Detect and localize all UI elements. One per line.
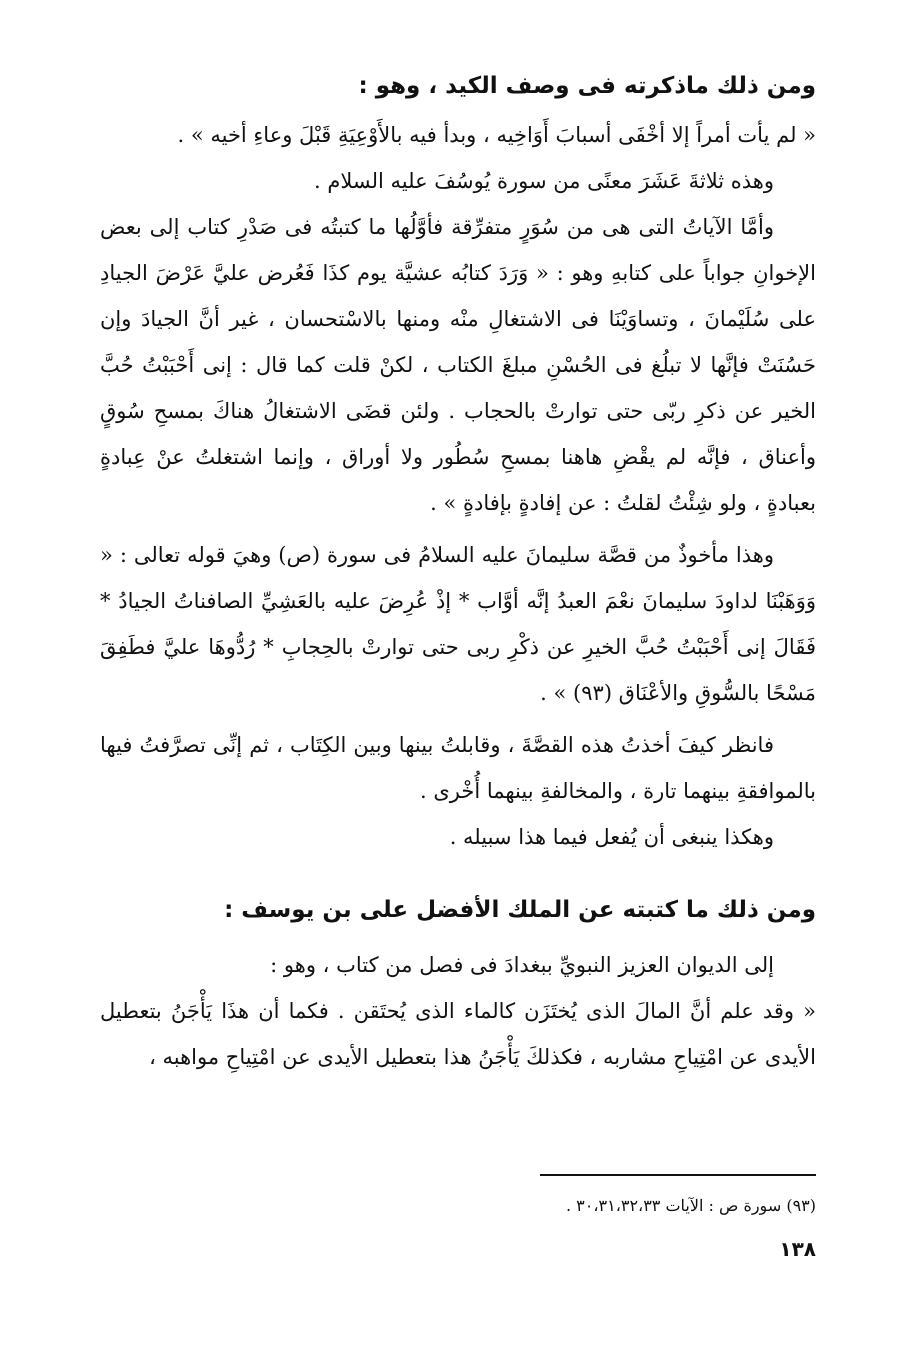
section-heading-2: ومن ذلك ما كتبته عن الملك الأفضل على بن يوسف : (224, 897, 816, 923)
paragraph-verses-letter: وأمَّا الآياتُ التى هى من سُوَرٍ متفرِّقة فأوَّلُها ما كتبتُه فى صَدْرِ كتاب إلى بعض الإخوانِ جواباً على كتابهِ وهو : « وَرَدَ كتابُه عشيَّة يوم كذَا فَعُرض عليَّ عَرْضَ الجيادِ على سُلَيْمانَ ، وتساوَيْنَا فى الاشتغالِ منْه ومنها بالاسْتحسان ، غير أنَّ الجيادَ وإن حَسُنَتْ فإنَّها لا تبلُغ فى الحُسْنِ مبلغَ الكتاب ، لكنْ قلت كما قال : إنى أَحْبَبْتُ حُبَّ الخير عن ذكرِ ربّى حتى توارتْ بالحجاب . ولئن قضَى الاشتغالُ هناكَ بمسحِ سُوقٍ وأعناق ، فإنَّه لم يقْضِ هاهنا بمسحِ سُطُور ولا أوراق ، وإنما اشتغلتُ عنْ عِبادةٍ بعبادةٍ ، ولو شِئْتُ لقلتُ : عن إفادةٍ بإفادةٍ » . (100, 215, 816, 515)
paragraph-sulayman-story: وهذا مأخوذٌ من قصَّة سليمانَ عليه السلامُ فى سورة (ص) وهيَ قوله تعالى : « وَوَهَبْنَا لداودَ سليمانَ نعْمَ العبدُ إنَّه أوَّاب * إذْ عُرِضَ عليه بالعَشِيِّ الصافناتُ الجيادُ * فَقَالَ إنى أَحْبَبْتُ حُبَّ الخيرِ عن ذكْرِ ربى حتى توارتْ بالحِجابِ * رُدُّوهَا عليَّ فطَفِقَ مَسْحًا بالسُّوقِ والأعْنَاق (٩٣) » . (100, 543, 816, 705)
page-text (100, 60, 816, 1290)
section-heading-1: ومن ذلك ماذكرته فى وصف الكيد ، وهو : (358, 73, 816, 99)
paragraph-analysis: فانظر كيفَ أخذتُ هذه القصَّةَ ، وقابلتُ بينها وبين الكِتَاب ، ثم إنِّى تصرَّفتُ فيها بالموافقةِ بينهما تارة ، والمخالفةِ بينهما أُخْرى . (100, 733, 816, 803)
paragraph-diwan-address: إلى الديوان العزيز النبويِّ ببغدادَ فى فصل من كتاب ، وهو : (270, 953, 774, 977)
paragraph-quote-kayd: « لم يأت أمراً إلا أخْفَى أسبابَ أَوَاخِيه ، وبدأ فيه بالأَوْعِيَةِ قَبْلَ وعاءِ أخيه » . (177, 123, 816, 147)
footnote: (٩٣) سورة ص : الآيات ٣٠،٣١،٣٢،٣٣ . (565, 1196, 816, 1215)
page-number: ١٣٨ (779, 1237, 816, 1261)
spacer (100, 860, 816, 884)
paragraph-surah-yusuf-note: وهذه ثلاثةَ عَشَرَ معنًى من سورة يُوسُفَ عليه السلام . (314, 169, 774, 193)
paragraph-conclusion: وهكذا ينبغى أن يُفعل فيما هذا سبيله . (449, 825, 774, 849)
footnote-divider (540, 1174, 816, 1176)
paragraph-money-quote: « وقد علم أنَّ المالَ الذى يُختَزَن كالماء الذى يُحتَقن . فكما أن هذَا يَأْجَنُ بتعطيل الأيدى عن امْتِياحِ مشاربه ، فكذلكَ يَأْجَنُ هذا بتعطيل الأيدى عن امْتِياحِ مواهبه ، (100, 999, 816, 1069)
